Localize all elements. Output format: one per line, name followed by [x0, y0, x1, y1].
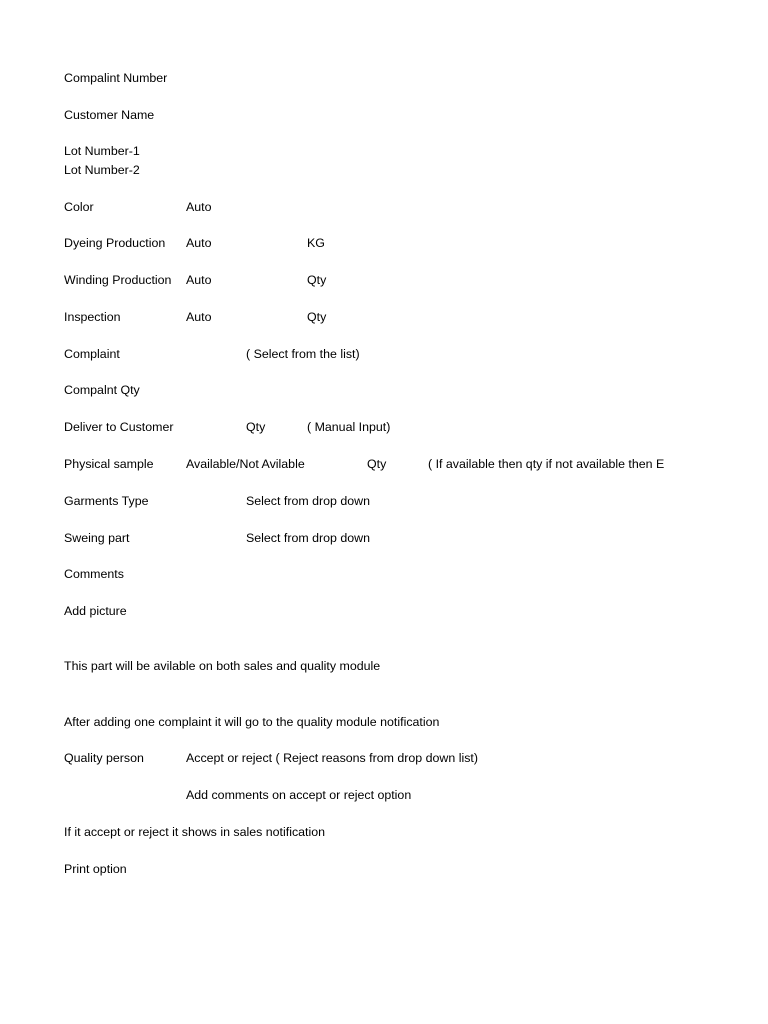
inspection-value: Auto — [186, 310, 212, 324]
winding-production-value: Auto — [186, 273, 212, 287]
quality-person-action: Accept or reject ( Reject reasons from drop down list) — [186, 751, 478, 765]
winding-production-label: Winding Production — [64, 273, 172, 287]
deliver-to-customer-unit: Qty — [246, 420, 266, 434]
color-value: Auto — [186, 200, 212, 214]
winding-production-unit: Qty — [307, 273, 327, 287]
sweing-part-note: Select from drop down — [246, 531, 370, 545]
quality-person-label: Quality person — [64, 751, 144, 765]
complaint-number-label: Compalint Number — [64, 71, 168, 85]
complaint-note: ( Select from the list) — [246, 347, 360, 361]
physical-sample-unit: Qty — [367, 457, 387, 471]
inspection-label: Inspection — [64, 310, 121, 324]
sales-notification-text: If it accept or reject it shows in sales notification — [64, 825, 326, 839]
physical-sample-note: ( If available then qty if not available then E — [428, 457, 665, 471]
quality-person-comments: Add comments on accept or reject option — [186, 788, 412, 802]
print-option-text: Print option — [64, 862, 127, 876]
availability-text: This part will be avilable on both sales and quality module — [64, 659, 381, 673]
lot-number-1-label: Lot Number-1 — [64, 144, 140, 158]
customer-name-label: Customer Name — [64, 108, 155, 122]
inspection-unit: Qty — [307, 310, 327, 324]
physical-sample-value: Available/Not Avilable — [186, 457, 305, 471]
comments-label: Comments — [64, 567, 124, 581]
deliver-to-customer-note: ( Manual Input) — [307, 420, 391, 434]
complaint-qty-label: Compalnt Qty — [64, 383, 140, 397]
garments-type-label: Garments Type — [64, 494, 149, 508]
physical-sample-label: Physical sample — [64, 457, 154, 471]
dyeing-production-unit: KG — [307, 236, 325, 250]
sweing-part-label: Sweing part — [64, 531, 130, 545]
complaint-label: Complaint — [64, 347, 120, 361]
add-picture-label: Add picture — [64, 604, 127, 618]
dyeing-production-value: Auto — [186, 236, 212, 250]
deliver-to-customer-label: Deliver to Customer — [64, 420, 174, 434]
color-label: Color — [64, 200, 94, 214]
dyeing-production-label: Dyeing Production — [64, 236, 166, 250]
after-adding-text: After adding one complaint it will go to the quality module notification — [64, 715, 440, 729]
garments-type-note: Select from drop down — [246, 494, 370, 508]
lot-number-2-label: Lot Number-2 — [64, 163, 140, 177]
